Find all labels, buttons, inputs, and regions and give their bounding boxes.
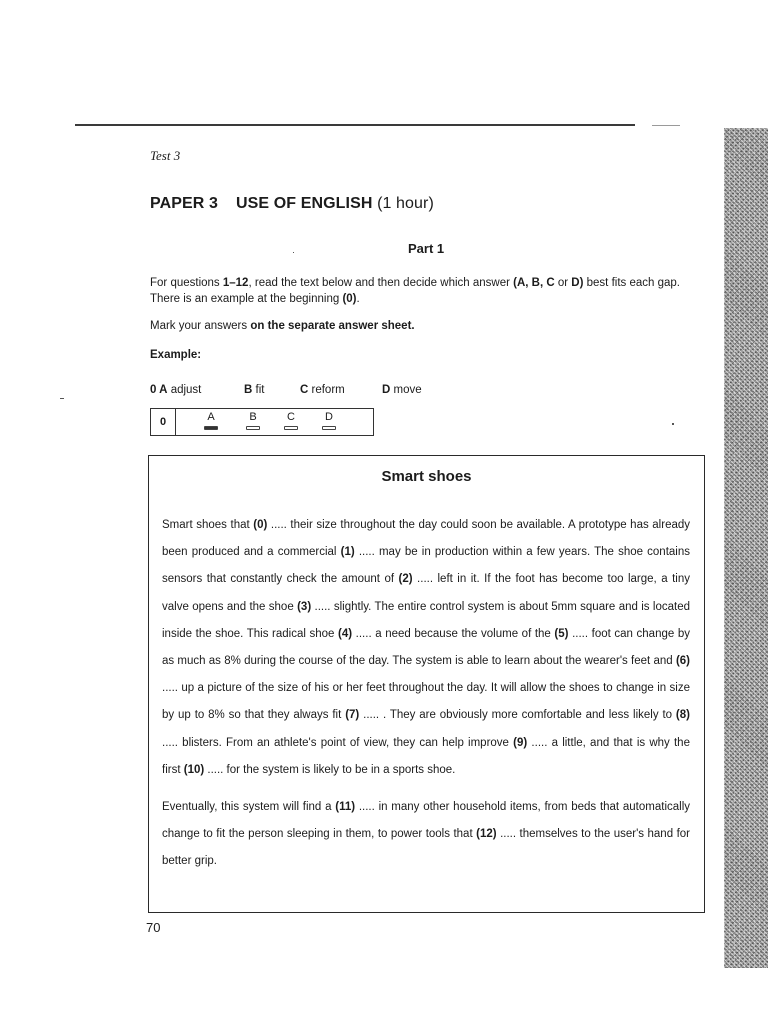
instructions-text: . [356,293,360,305]
mark-answers-line [150,320,415,332]
article-text: ..... blisters. From an athlete's point of view, they can help improve [162,736,514,749]
answer-bubble-d [322,426,336,430]
scan-speck [672,423,674,425]
gap-marker: (3) [297,600,312,613]
gap-marker: (11) [335,801,356,814]
option-word: adjust [170,384,202,396]
gap-marker: (12) [476,828,497,841]
example-option [150,384,244,396]
answer-letter-d: D [325,411,333,423]
example-options [150,384,422,396]
example-label: Example: [150,349,202,361]
paper-code: PAPER 3 [150,195,218,212]
example-option [300,384,382,396]
answer-choices: (A, B, C [513,277,555,289]
option-letter: 0 A [150,384,168,396]
header-rule [75,124,635,126]
article-text: ..... left in it. If the foot has become too large, a tiny valve opens and the shoe [162,573,690,613]
scan-speck [60,398,64,399]
gap-marker: (8) [675,709,690,722]
article-paragraph [162,794,690,876]
option-letter: B [244,384,253,396]
article-frame [148,455,705,913]
article-text: ..... a need because the volume of the [352,627,555,640]
example-number: (0) [342,293,357,305]
article-text: ..... slightly. The entire control system is about 5mm square and is located inside the shoe. This radical shoe [162,600,690,640]
article-text: ..... for the system is likely to be in a sports shoe. [204,763,456,776]
article-text: ..... in many other household items, from beds that automatically change to fit the person sleeping in them, to power tools that [162,801,691,841]
paper-title [150,195,434,213]
question-range: 1–12 [222,277,249,289]
page-binding-edge [724,128,768,968]
paper-duration: (1 hour) [377,195,434,212]
article-body [162,512,690,876]
gap-marker: (6) [675,655,690,668]
part-heading: Part 1 [408,241,445,256]
option-letter: C [300,384,309,396]
article-text: ..... foot can change by as much as 8% during the course of the day. The system is able to learn about the wearer's feet and [162,627,690,668]
test-label: Test 3 [150,148,181,163]
example-option [382,384,422,396]
article-paragraph [162,512,690,784]
mark-answers-emphasis: on the separate answer sheet. [250,320,415,332]
instructions-text: For questions [150,277,223,289]
article-text: ..... up a picture of the size of his or her feet throughout the day. It will allow the shoes to change in size by up to 8% so that they always fit [162,682,690,722]
answer-sheet-number: 0 [151,409,176,435]
instructions-text: best fits each gap. There is an example at the beginning [150,277,680,305]
gap-marker: (9) [513,736,528,749]
instructions-text: or [554,277,572,289]
answer-bubble-a-marked [204,426,218,430]
answer-letter-c: C [287,411,295,423]
gap-marker: (7) [345,709,360,722]
instructions-text: , read the text below and then decide which answer [248,277,514,289]
example-option [244,384,300,396]
page-number: 70 [146,920,161,935]
instructions [150,275,710,307]
article-text: ..... a little, and that is why the first [162,736,690,776]
answer-bubble-c [284,426,298,430]
gap-marker: (0) [253,519,268,531]
article-title: Smart shoes [381,468,472,485]
answer-letter-b: B [249,411,257,423]
option-word: reform [311,384,345,396]
gap-marker: (1) [340,546,355,559]
answer-choice-d: D) [571,277,584,289]
paper-subject: USE OF ENGLISH [235,195,373,212]
example-answer-sheet [150,408,374,436]
article-text: ..... may be in production within a few years. The shoe contains sensors that constantly check the amount of [162,546,690,586]
article-text: ..... themselves to the user's hand for better grip. [162,828,690,868]
mark-answers-text: Mark your answers [150,320,251,332]
article-text: Smart shoes that [162,519,254,531]
scan-speck [293,252,294,253]
gap-marker: (10) [183,763,205,776]
option-word: fit [255,384,265,396]
article-text: ..... . They are obviously more comfortable and less likely to [359,709,676,722]
gap-marker: (5) [554,627,569,640]
gap-marker: (4) [338,627,353,640]
option-letter: D [382,384,391,396]
answer-bubble-b [246,426,260,430]
answer-letter-a: A [207,411,215,423]
article-text: Eventually, this system will find a [162,801,336,814]
article-text: ..... their size throughout the day could soon be available. A prototype has already been produced and a commercial [162,519,691,559]
header-rule-fragment [652,125,680,126]
gap-marker: (2) [398,573,413,586]
option-word: move [393,384,422,396]
